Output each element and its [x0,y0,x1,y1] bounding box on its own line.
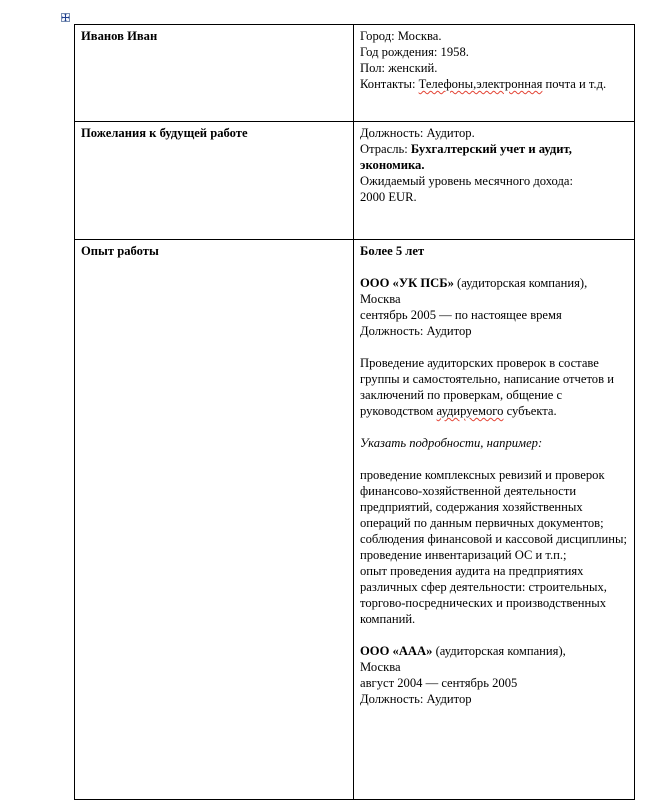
experience-label-cell[interactable] [75,240,354,800]
industry-text [360,141,628,173]
job1-duties [360,355,628,419]
detail-item: проведение комплексных ревизий и проверок финансово-хозяйственной деятельности предприятий, содержания хозяйственных операций по данным первичных документов; [360,468,605,530]
contacts-prefix: Контакты: [360,77,419,91]
contacts-text [360,76,628,92]
job1-duties-end: субъекта. [503,404,557,418]
personal-info-cell[interactable] [354,25,635,122]
job2-position: Должность: Аудитор [360,692,472,706]
table-move-handle-icon[interactable] [61,13,70,22]
job1-period: сентябрь 2005 — по настоящее время [360,308,562,322]
name-cell[interactable] [75,25,354,122]
job2-city: Москва [360,660,401,674]
job1-position: Должность: Аудитор [360,324,472,338]
job1-duties-main: Проведение аудиторских проверок в составе группы и самостоятельно, написание отчетов и заключений по проверкам, общение с руководством [360,356,614,418]
person-name: Иванов Иван [81,29,158,43]
wishes-row [75,122,635,240]
job2-company-line [360,643,628,659]
income-label: Ожидаемый уровень месячного дохода: [360,174,573,188]
detail-item: проведение инвентаризаций ОС и т.п.; [360,548,567,562]
wishes-label: Пожелания к будущей работе [81,126,248,140]
job1-city: Москва [360,292,401,306]
job2-company-type: (аудиторская компания), [432,644,566,658]
contacts-phones-flagged: Телефоны,электронная [418,77,543,91]
resume-table [74,24,635,800]
experience-total: Более 5 лет [360,244,425,258]
experience-row [75,240,635,800]
job1-duties-flagged: аудируемого [436,404,504,418]
experience-label: Опыт работы [81,244,159,258]
detail-item: опыт проведения аудита на предприятиях различных сфер деятельности: строительных, торгово-посреднических и производственных компаний. [360,564,607,626]
city-text: Город: Москва. [360,29,442,43]
industry-prefix: Отрасль: [360,142,411,156]
income-value: 2000 EUR. [360,190,417,204]
industry-value: Бухгалтерский учет и аудит, экономика. [360,142,572,172]
job1-company-line [360,275,628,291]
experience-cell[interactable] [354,240,635,800]
details-hint: Указать подробности, например: [360,436,543,450]
job2-company: ООО «ААА» [360,644,433,658]
name-row [75,25,635,122]
wishes-cell[interactable] [354,122,635,240]
gender-text: Пол: женский. [360,61,438,75]
contacts-suffix: почта и т.д. [542,77,607,91]
job2-period: август 2004 — сентябрь 2005 [360,676,518,690]
birth-year-text: Год рождения: 1958. [360,45,469,59]
detail-item: соблюдения финансовой и кассовой дисциплины; [360,532,627,546]
job1-company: ООО «УК ПСБ» [360,276,454,290]
wishes-label-cell[interactable] [75,122,354,240]
four-arrows-icon [61,13,70,22]
job1-company-type: (аудиторская компания), [453,276,588,290]
desired-position: Должность: Аудитор. [360,126,475,140]
